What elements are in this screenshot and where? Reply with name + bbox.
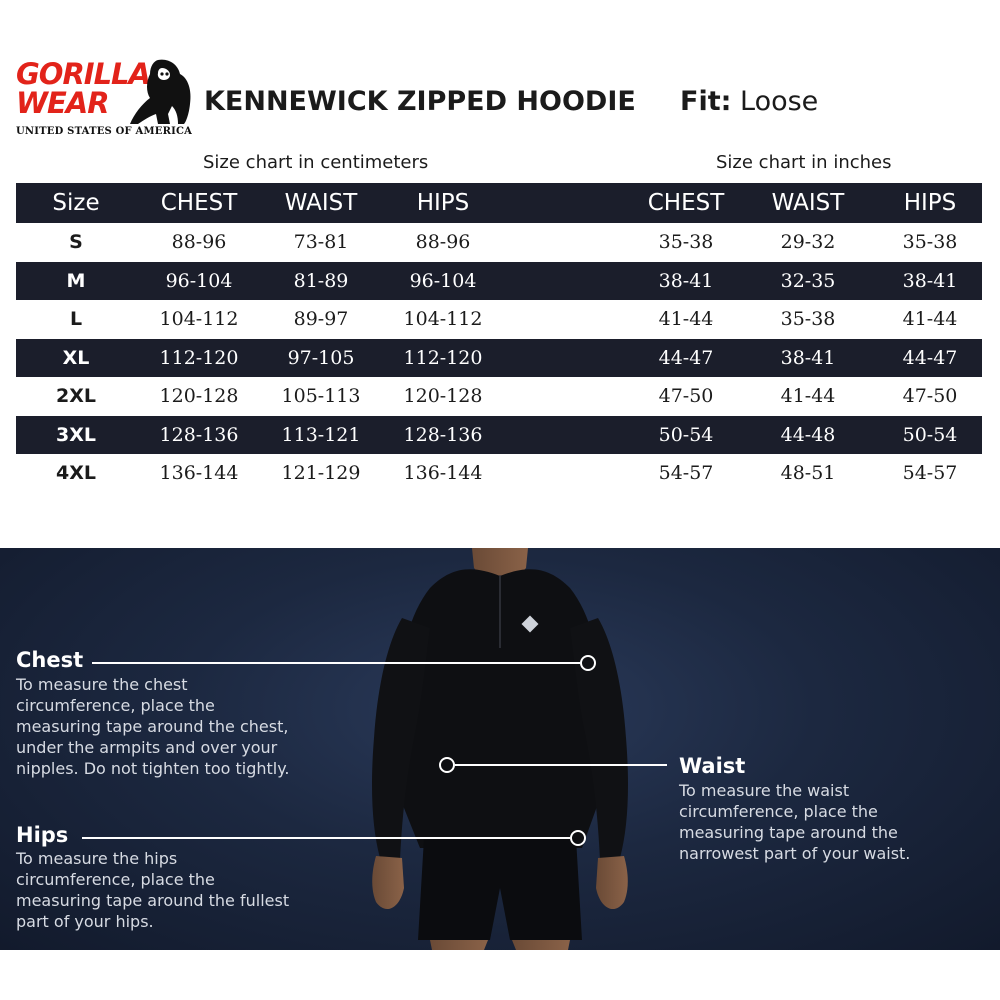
hips-cm-cell: 88-96: [415, 231, 471, 254]
hips-desc-line: circumference, place the: [16, 870, 215, 889]
caption-centimeters: Size chart in centimeters: [203, 152, 429, 173]
waist-in-cell: 44-48: [780, 423, 836, 446]
chest-desc-line: To measure the chest: [16, 675, 188, 694]
waist-title: Waist: [679, 754, 746, 778]
fit-label: Fit:: [680, 86, 732, 117]
hips-cm-cell: 104-112: [403, 308, 483, 331]
chest-line: [92, 662, 580, 664]
chest-marker: [580, 655, 596, 671]
waist-cm-cell: 89-97: [293, 308, 349, 331]
header-hips-cm: HIPS: [416, 190, 470, 216]
size-table: [16, 183, 982, 493]
waist-cm-cell: 121-129: [281, 462, 361, 485]
hips-line: [82, 837, 570, 839]
chest-in-cell: 54-57: [658, 462, 714, 485]
waist-in-cell: 29-32: [780, 231, 836, 254]
table-header-row: [16, 183, 982, 223]
header-size: Size: [52, 190, 100, 216]
measurement-guide: [0, 548, 1000, 950]
chest-desc-line: under the armpits and over your: [16, 738, 278, 757]
hips-cm-cell: 120-128: [403, 385, 483, 408]
chest-description: [16, 674, 289, 779]
waist-cm-cell: 73-81: [293, 231, 349, 254]
size-cell: 3XL: [56, 423, 96, 446]
hips-title: Hips: [16, 823, 69, 847]
size-cell: L: [69, 308, 83, 331]
product-title: KENNEWICK ZIPPED HOODIE: [204, 86, 636, 117]
caption-inches: Size chart in inches: [716, 152, 892, 173]
table-row: [16, 377, 982, 416]
table-row: [16, 223, 982, 262]
chest-in-cell: 38-41: [658, 269, 714, 292]
bottom-margin: [0, 950, 1000, 1000]
logo-line-2: WEAR: [16, 86, 109, 120]
hips-in-cell: 50-54: [902, 423, 958, 446]
header-chest-in: CHEST: [647, 190, 725, 216]
hips-in-cell: 44-47: [902, 346, 958, 369]
waist-cm-cell: 105-113: [281, 385, 361, 408]
hips-desc-line: part of your hips.: [16, 912, 154, 931]
table-row: [16, 339, 982, 378]
chest-in-cell: 47-50: [658, 385, 714, 408]
header-waist-cm: WAIST: [284, 190, 358, 216]
gorilla-icon: [128, 58, 192, 124]
model-figure: [360, 548, 640, 950]
table-row: [16, 262, 982, 301]
chest-in-cell: 44-47: [658, 346, 714, 369]
logo-line-1: GORILLA: [16, 57, 150, 91]
fit-value: Loose: [740, 86, 819, 117]
waist-in-cell: 38-41: [780, 346, 836, 369]
hips-in-cell: 54-57: [902, 462, 958, 485]
header-chest-cm: CHEST: [160, 190, 238, 216]
waist-desc-line: circumference, place the: [679, 802, 878, 821]
hips-in-cell: 41-44: [902, 308, 958, 331]
waist-desc-line: measuring tape around the: [679, 823, 898, 842]
hips-cm-cell: 112-120: [403, 346, 483, 369]
size-cell: M: [66, 269, 86, 292]
waist-marker: [439, 757, 455, 773]
fit-info: [680, 86, 818, 117]
waist-cm-cell: 97-105: [287, 346, 355, 369]
hips-in-cell: 38-41: [902, 269, 958, 292]
hips-cm-cell: 96-104: [409, 269, 477, 292]
waist-cm-cell: 113-121: [281, 423, 361, 446]
table-row: [16, 416, 982, 455]
chest-title: Chest: [16, 648, 84, 672]
chest-in-cell: 35-38: [658, 231, 714, 254]
chest-cm-cell: 136-144: [159, 462, 239, 485]
size-cell: XL: [62, 346, 90, 369]
size-cell: 4XL: [56, 462, 96, 485]
logo-tagline: UNITED STATES OF AMERICA: [16, 126, 193, 137]
hips-marker: [570, 830, 586, 846]
hips-cm-cell: 136-144: [403, 462, 483, 485]
waist-line: [455, 764, 667, 766]
waist-desc-line: To measure the waist: [679, 781, 850, 800]
waist-in-cell: 41-44: [780, 385, 836, 408]
chest-desc-line: measuring tape around the chest,: [16, 717, 289, 736]
size-cell: S: [69, 231, 83, 254]
waist-in-cell: 35-38: [780, 308, 836, 331]
hips-description: [16, 848, 289, 932]
header-waist-in: WAIST: [771, 190, 845, 216]
chest-cm-cell: 104-112: [159, 308, 239, 331]
waist-description: [679, 780, 910, 864]
chest-cm-cell: 128-136: [159, 423, 239, 446]
waist-desc-line: narrowest part of your waist.: [679, 844, 911, 863]
table-row: [16, 300, 982, 339]
chest-in-cell: 50-54: [658, 423, 714, 446]
chest-cm-cell: 96-104: [165, 269, 233, 292]
brand-logo: [14, 58, 194, 142]
header-hips-in: HIPS: [903, 190, 957, 216]
hips-cm-cell: 128-136: [403, 423, 483, 446]
table-row: [16, 454, 982, 493]
chest-cm-cell: 112-120: [159, 346, 239, 369]
chest-in-cell: 41-44: [658, 308, 714, 331]
chest-desc-line: circumference, place the: [16, 696, 215, 715]
hips-desc-line: To measure the hips: [16, 849, 178, 868]
waist-in-cell: 48-51: [780, 462, 836, 485]
chest-cm-cell: 88-96: [171, 231, 227, 254]
hips-in-cell: 35-38: [902, 231, 958, 254]
size-cell: 2XL: [56, 385, 96, 408]
chest-cm-cell: 120-128: [159, 385, 239, 408]
hips-in-cell: 47-50: [902, 385, 958, 408]
hips-desc-line: measuring tape around the fullest: [16, 891, 290, 910]
waist-in-cell: 32-35: [780, 269, 836, 292]
waist-cm-cell: 81-89: [293, 269, 349, 292]
chest-desc-line: nipples. Do not tighten too tightly.: [16, 759, 290, 778]
